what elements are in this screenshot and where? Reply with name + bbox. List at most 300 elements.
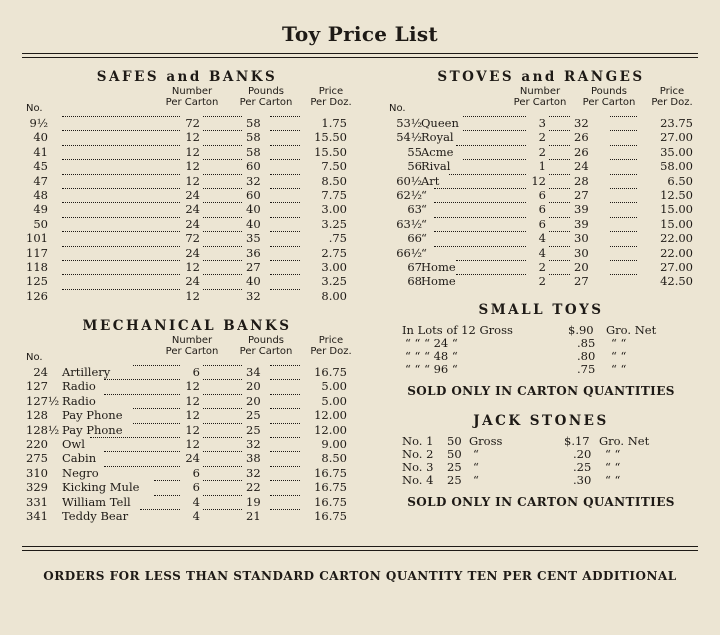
dot-leader	[203, 495, 242, 496]
row-pounds-per-carton: 30	[574, 245, 589, 260]
row-number: 41	[33, 144, 48, 159]
row-price-per-doz: 27.00	[660, 259, 693, 274]
row-number: 24	[33, 365, 48, 380]
table-row	[22, 365, 352, 379]
row-pounds-per-carton: 20	[246, 393, 261, 408]
row-pounds-per-carton: 32	[246, 288, 261, 303]
table-row	[22, 231, 352, 245]
row-number: 220	[26, 437, 48, 452]
bottom-rule	[22, 546, 698, 547]
row-number: 101	[26, 231, 48, 246]
row-number: 128½	[26, 422, 60, 437]
row-number: 329	[26, 480, 48, 495]
row-pounds-per-carton: 24	[574, 159, 589, 174]
jack-stones-qty: 25	[447, 472, 462, 487]
jack-stones-list	[385, 435, 697, 487]
row-pounds-per-carton: 40	[246, 216, 261, 231]
dot-leader	[203, 246, 242, 247]
row-price-per-doz: 8.50	[321, 451, 347, 466]
row-price-per-doz: 23.75	[660, 116, 693, 130]
small-toys-price: $.90	[568, 322, 594, 337]
jack-stones-unit: Gross	[469, 433, 503, 448]
row-price-per-doz: 1.75	[321, 116, 347, 130]
row-pounds-per-carton: 32	[246, 173, 261, 188]
table-row	[385, 116, 697, 130]
table-row	[22, 289, 352, 303]
row-pounds-per-carton: 30	[574, 231, 589, 246]
row-price-per-doz: 15.50	[314, 144, 347, 159]
row-number-per-carton: 12	[185, 379, 200, 394]
row-item-name: “	[421, 202, 427, 217]
row-number-per-carton: 12	[185, 173, 200, 188]
jack-stones-qty: 50	[447, 433, 462, 448]
row-pounds-per-carton: 20	[574, 259, 589, 274]
table-row	[22, 145, 352, 159]
row-price-per-doz: 8.50	[321, 173, 347, 188]
header-price-per-doz: Price Per Doz.	[651, 86, 693, 108]
row-price-per-doz: 3.25	[321, 274, 347, 289]
jack-stones-unit: “	[473, 459, 479, 474]
row-number: 54½	[396, 130, 422, 145]
row-item-name: “	[421, 216, 427, 231]
row-number-per-carton: 12	[185, 144, 200, 159]
row-item-name: Rival	[421, 159, 451, 174]
row-number: 66½	[396, 245, 422, 260]
row-item-name: Radio	[62, 393, 96, 408]
small-toys-price: .80	[577, 348, 596, 363]
row-item-name: Queen	[421, 116, 459, 130]
row-price-per-doz: 42.50	[660, 274, 693, 289]
row-number: 53½	[396, 116, 422, 130]
row-number: 118	[26, 259, 48, 274]
footer-notice: ORDERS FOR LESS THAN STANDARD CARTON QUANTITY TEN PER CENT ADDITIONAL	[43, 569, 677, 583]
row-pounds-per-carton: 21	[246, 508, 261, 523]
row-number: 68	[407, 274, 422, 289]
row-number: 125	[26, 274, 48, 289]
row-item-name: Artillery	[62, 365, 111, 380]
row-pounds-per-carton: 32	[246, 437, 261, 452]
row-price-per-doz: 16.75	[314, 365, 347, 380]
row-number-per-carton: 2	[538, 259, 546, 274]
header-pounds-per-carton: Pounds Per Carton	[582, 86, 636, 108]
dot-leader	[203, 159, 242, 160]
header-number-per-carton: Number Per Carton	[165, 86, 219, 108]
row-price-per-doz: 7.50	[321, 159, 347, 174]
header-pounds-per-carton: Pounds Per Carton	[239, 86, 293, 108]
dot-leader	[203, 274, 242, 275]
table-row	[22, 394, 352, 408]
row-price-per-doz: 22.00	[660, 231, 693, 246]
row-price-per-doz: 16.75	[314, 480, 347, 495]
header-number-per-carton: Number Per Carton	[513, 86, 567, 108]
row-item-name: Radio	[62, 379, 96, 394]
row-price-per-doz: 3.25	[321, 216, 347, 231]
dot-leader	[549, 116, 570, 117]
table-row	[22, 116, 352, 130]
row-pounds-per-carton: 58	[246, 144, 261, 159]
row-price-per-doz: 35.00	[660, 144, 693, 159]
header-pounds-per-carton: Pounds Per Carton	[239, 335, 293, 358]
row-number: 331	[26, 494, 48, 509]
stoves-ranges-header	[385, 86, 697, 116]
row-pounds-per-carton: 32	[246, 465, 261, 480]
row-number-per-carton: 24	[185, 202, 200, 217]
dot-leader	[549, 174, 570, 175]
row-price-per-doz: 16.75	[314, 508, 347, 523]
small-toys-net: “ “	[611, 361, 627, 376]
safes-banks-title: SAFES and BANKS	[96, 69, 278, 85]
top-rule	[22, 53, 698, 54]
row-number-per-carton: 6	[538, 202, 546, 217]
row-number-per-carton: 12	[185, 408, 200, 423]
row-number-per-carton: 12	[531, 173, 546, 188]
dot-leader	[549, 159, 570, 160]
small-toys-lot: “ “ “ 24 “	[405, 335, 458, 350]
mechanical-banks-header	[22, 335, 352, 365]
row-pounds-per-carton: 22	[246, 480, 261, 495]
row-number: 310	[26, 465, 48, 480]
row-pounds-per-carton: 19	[246, 494, 261, 509]
small-toys-price: .85	[577, 335, 596, 350]
row-number: 127	[26, 379, 48, 394]
left-column	[22, 60, 352, 523]
row-pounds-per-carton: 34	[246, 365, 261, 380]
row-number-per-carton: 2	[538, 144, 546, 159]
row-item-name: Home	[421, 274, 456, 289]
row-number-per-carton: 6	[192, 465, 200, 480]
row-pounds-per-carton: 58	[246, 116, 261, 130]
row-number: 127½	[26, 393, 60, 408]
row-number: 45	[33, 159, 48, 174]
dot-leader	[203, 379, 242, 380]
row-item-name: William Tell	[62, 494, 131, 509]
row-price-per-doz: 9.00	[321, 437, 347, 452]
small-toys-title: SMALL TOYS	[478, 301, 604, 318]
table-row	[22, 423, 352, 437]
row-price-per-doz: 58.00	[660, 159, 693, 174]
row-pounds-per-carton: 27	[574, 274, 589, 289]
jack-stones-price: .20	[573, 446, 592, 461]
row-pounds-per-carton: 27	[574, 187, 589, 202]
stoves-ranges-title: STOVES and RANGES	[437, 69, 645, 85]
row-item-name: Pay Phone	[62, 422, 123, 437]
row-price-per-doz: 6.50	[667, 173, 693, 188]
table-row	[22, 408, 352, 422]
row-price-per-doz: 16.75	[314, 465, 347, 480]
jack-stones-notice: SOLD ONLY IN CARTON QUANTITIES	[407, 494, 675, 509]
safes-banks-header	[22, 86, 352, 116]
small-toys-notice: SOLD ONLY IN CARTON QUANTITIES	[407, 383, 675, 398]
dot-leader	[549, 145, 570, 146]
row-number-per-carton: 12	[185, 259, 200, 274]
jack-stones-price: .30	[573, 472, 592, 487]
safes-banks-table	[22, 116, 352, 303]
row-price-per-doz: 15.50	[314, 130, 347, 145]
row-pounds-per-carton: 25	[246, 408, 261, 423]
dot-leader	[203, 145, 242, 146]
row-price-per-doz: 5.00	[321, 393, 347, 408]
row-number-per-carton: 6	[192, 480, 200, 495]
row-price-per-doz: 7.75	[321, 187, 347, 202]
dot-leader	[549, 274, 570, 275]
table-row	[22, 188, 352, 202]
row-number: 40	[33, 130, 48, 145]
row-number-per-carton: 24	[185, 245, 200, 260]
table-row	[22, 174, 352, 188]
row-number-per-carton: 12	[185, 437, 200, 452]
table-row	[385, 130, 697, 144]
bottom-rule-inner	[22, 550, 698, 551]
jack-stones-qty: 50	[447, 446, 462, 461]
table-row	[385, 174, 697, 188]
dot-leader	[549, 202, 570, 203]
mechanical-banks-title: MECHANICAL BANKS	[82, 318, 292, 335]
row-price-per-doz: 12.00	[314, 422, 347, 437]
table-row	[22, 130, 352, 144]
dot-leader	[203, 202, 242, 203]
mechanical-banks-table	[22, 365, 352, 523]
row-number: 67	[407, 259, 422, 274]
table-row	[22, 202, 352, 216]
table-row	[22, 246, 352, 260]
small-toys-price: .75	[577, 361, 596, 376]
dot-leader	[203, 480, 242, 481]
dot-leader	[203, 408, 242, 409]
row-price-per-doz: 15.00	[660, 202, 693, 217]
table-row	[385, 231, 697, 245]
jack-stones-title: JACK STONES	[473, 412, 609, 429]
row-number-per-carton: 1	[538, 159, 546, 174]
row-number: 60½	[396, 173, 422, 188]
row-price-per-doz: 8.00	[321, 288, 347, 303]
row-price-per-doz: 22.00	[660, 245, 693, 260]
table-row	[22, 509, 352, 523]
jack-stones-no: No. 1	[402, 433, 434, 448]
row-number: 117	[26, 245, 48, 260]
table-row	[385, 246, 697, 260]
row-pounds-per-carton: 20	[246, 379, 261, 394]
small-toys-lot: “ “ “ 96 “	[405, 361, 458, 376]
row-number: 47	[33, 173, 48, 188]
row-pounds-per-carton: 36	[246, 245, 261, 260]
jack-stones-unit: “	[473, 472, 479, 487]
row-number-per-carton: 4	[538, 245, 546, 260]
row-pounds-per-carton: 25	[246, 422, 261, 437]
row-number-per-carton: 72	[185, 116, 200, 130]
row-price-per-doz: 2.75	[321, 245, 347, 260]
top-rule-inner	[22, 57, 698, 58]
row-pounds-per-carton: 26	[574, 144, 589, 159]
row-number: 50	[33, 216, 48, 231]
row-pounds-per-carton: 40	[246, 274, 261, 289]
row-number-per-carton: 4	[538, 231, 546, 246]
dot-leader	[203, 451, 242, 452]
dot-leader	[203, 188, 242, 189]
table-row	[22, 495, 352, 509]
dot-leader	[203, 116, 242, 117]
small-toys-lot: In Lots of 12 Gross	[402, 322, 513, 337]
row-item-name: “	[421, 187, 427, 202]
small-toys-net: Gro. Net	[606, 322, 657, 337]
row-number-per-carton: 6	[538, 187, 546, 202]
header-price-per-doz: Price Per Doz.	[310, 335, 352, 358]
header-number-per-carton: Number Per Carton	[165, 335, 219, 358]
jack-stones-no: No. 3	[402, 459, 434, 474]
row-number: 341	[26, 508, 48, 523]
header-price-per-doz: Price Per Doz.	[310, 86, 352, 108]
table-row	[385, 145, 697, 159]
row-pounds-per-carton: 60	[246, 159, 261, 174]
stoves-ranges-table	[385, 116, 697, 289]
row-item-name: Acme	[421, 144, 454, 159]
row-item-name: Kicking Mule	[62, 480, 140, 495]
small-toys-net: “ “	[611, 348, 627, 363]
small-toys-list	[385, 324, 697, 376]
dot-leader	[203, 174, 242, 175]
row-number: 66	[407, 231, 422, 246]
jack-stones-no: No. 4	[402, 472, 434, 487]
dot-leader	[203, 231, 242, 232]
header-no: No.	[26, 352, 43, 364]
row-number-per-carton: 24	[185, 216, 200, 231]
row-number: 126	[26, 288, 48, 303]
row-item-name: Home	[421, 259, 456, 274]
row-price-per-doz: 16.75	[314, 494, 347, 509]
row-pounds-per-carton: 58	[246, 130, 261, 145]
row-number-per-carton: 72	[185, 231, 200, 246]
jack-stones-net: “ “	[605, 472, 621, 487]
row-number-per-carton: 4	[192, 508, 200, 523]
dot-leader	[203, 423, 242, 424]
row-number-per-carton: 2	[538, 130, 546, 145]
table-row	[385, 188, 697, 202]
row-number-per-carton: 3	[538, 116, 546, 130]
dot-leader	[549, 217, 570, 218]
dot-leader	[203, 365, 242, 366]
row-pounds-per-carton: 26	[574, 130, 589, 145]
row-price-per-doz: 12.50	[660, 187, 693, 202]
jack-stones-qty: 25	[447, 459, 462, 474]
dot-leader	[203, 509, 242, 510]
row-item-name: Owl	[62, 437, 85, 452]
row-item-name: Teddy Bear	[62, 508, 129, 523]
jack-stones-net: Gro. Net	[599, 433, 650, 448]
row-number: 128	[26, 408, 48, 423]
row-number: 55	[407, 144, 422, 159]
row-number-per-carton: 24	[185, 187, 200, 202]
row-item-name: Pay Phone	[62, 408, 123, 423]
header-no: No.	[389, 103, 406, 114]
row-price-per-doz: .75	[328, 231, 347, 246]
jack-stones-price: $.17	[564, 433, 590, 448]
dot-leader	[549, 231, 570, 232]
table-row	[22, 437, 352, 451]
dot-leader	[203, 130, 242, 131]
table-row	[22, 274, 352, 288]
row-number: 62½	[396, 187, 422, 202]
row-price-per-doz: 27.00	[660, 130, 693, 145]
row-number-per-carton: 24	[185, 274, 200, 289]
row-item-name: Art	[421, 173, 440, 188]
dot-leader	[549, 260, 570, 261]
dot-leader	[549, 188, 570, 189]
row-price-per-doz: 12.00	[314, 408, 347, 423]
row-item-name: “	[421, 231, 427, 246]
right-column	[385, 60, 697, 509]
table-row	[385, 274, 697, 288]
table-row	[22, 159, 352, 173]
row-pounds-per-carton: 35	[246, 231, 261, 246]
row-number-per-carton: 12	[185, 130, 200, 145]
jack-stones-price: .25	[573, 459, 592, 474]
row-pounds-per-carton: 28	[574, 173, 589, 188]
row-number-per-carton: 24	[185, 451, 200, 466]
dot-leader	[203, 437, 242, 438]
dot-leader	[549, 130, 570, 131]
row-price-per-doz: 5.00	[321, 379, 347, 394]
row-number-per-carton: 12	[185, 422, 200, 437]
row-pounds-per-carton: 32	[574, 116, 589, 130]
table-row	[385, 260, 697, 274]
dot-leader	[203, 394, 242, 395]
small-toys-lot: “ “ “ 48 “	[405, 348, 458, 363]
row-number: 49	[33, 202, 48, 217]
row-number: 56	[407, 159, 422, 174]
row-number: 48	[33, 187, 48, 202]
row-pounds-per-carton: 39	[574, 202, 589, 217]
page-title: Toy Price List	[282, 22, 438, 46]
row-pounds-per-carton: 39	[574, 216, 589, 231]
row-number-per-carton: 6	[538, 216, 546, 231]
table-row	[22, 466, 352, 480]
table-row	[22, 480, 352, 494]
dot-leader	[549, 246, 570, 247]
row-item-name: Negro	[62, 465, 99, 480]
row-number: 63	[407, 202, 422, 217]
row-item-name: “	[421, 245, 427, 260]
small-toys-net: “ “	[611, 335, 627, 350]
row-number: 63½	[396, 216, 422, 231]
row-number-per-carton: 4	[192, 494, 200, 509]
dot-leader	[203, 466, 242, 467]
table-row	[22, 260, 352, 274]
table-row	[22, 217, 352, 231]
row-item-name: Royal	[421, 130, 454, 145]
row-price-per-doz: 3.00	[321, 202, 347, 217]
row-number: 9½	[29, 116, 48, 130]
row-pounds-per-carton: 27	[246, 259, 261, 274]
jack-stones-unit: “	[473, 446, 479, 461]
row-price-per-doz: 15.00	[660, 216, 693, 231]
row-number-per-carton: 12	[185, 288, 200, 303]
dot-leader	[203, 217, 242, 218]
table-row	[22, 451, 352, 465]
row-number-per-carton: 6	[192, 365, 200, 380]
jack-stones-net: “ “	[605, 459, 621, 474]
dot-leader	[203, 289, 242, 290]
jack-stones-net: “ “	[605, 446, 621, 461]
table-row	[22, 379, 352, 393]
table-row	[385, 159, 697, 173]
row-price-per-doz: 3.00	[321, 259, 347, 274]
row-number-per-carton: 12	[185, 393, 200, 408]
dot-leader	[203, 260, 242, 261]
row-number-per-carton: 12	[185, 159, 200, 174]
header-no: No.	[26, 103, 43, 114]
row-pounds-per-carton: 38	[246, 451, 261, 466]
table-row	[385, 202, 697, 216]
row-number: 275	[26, 451, 48, 466]
